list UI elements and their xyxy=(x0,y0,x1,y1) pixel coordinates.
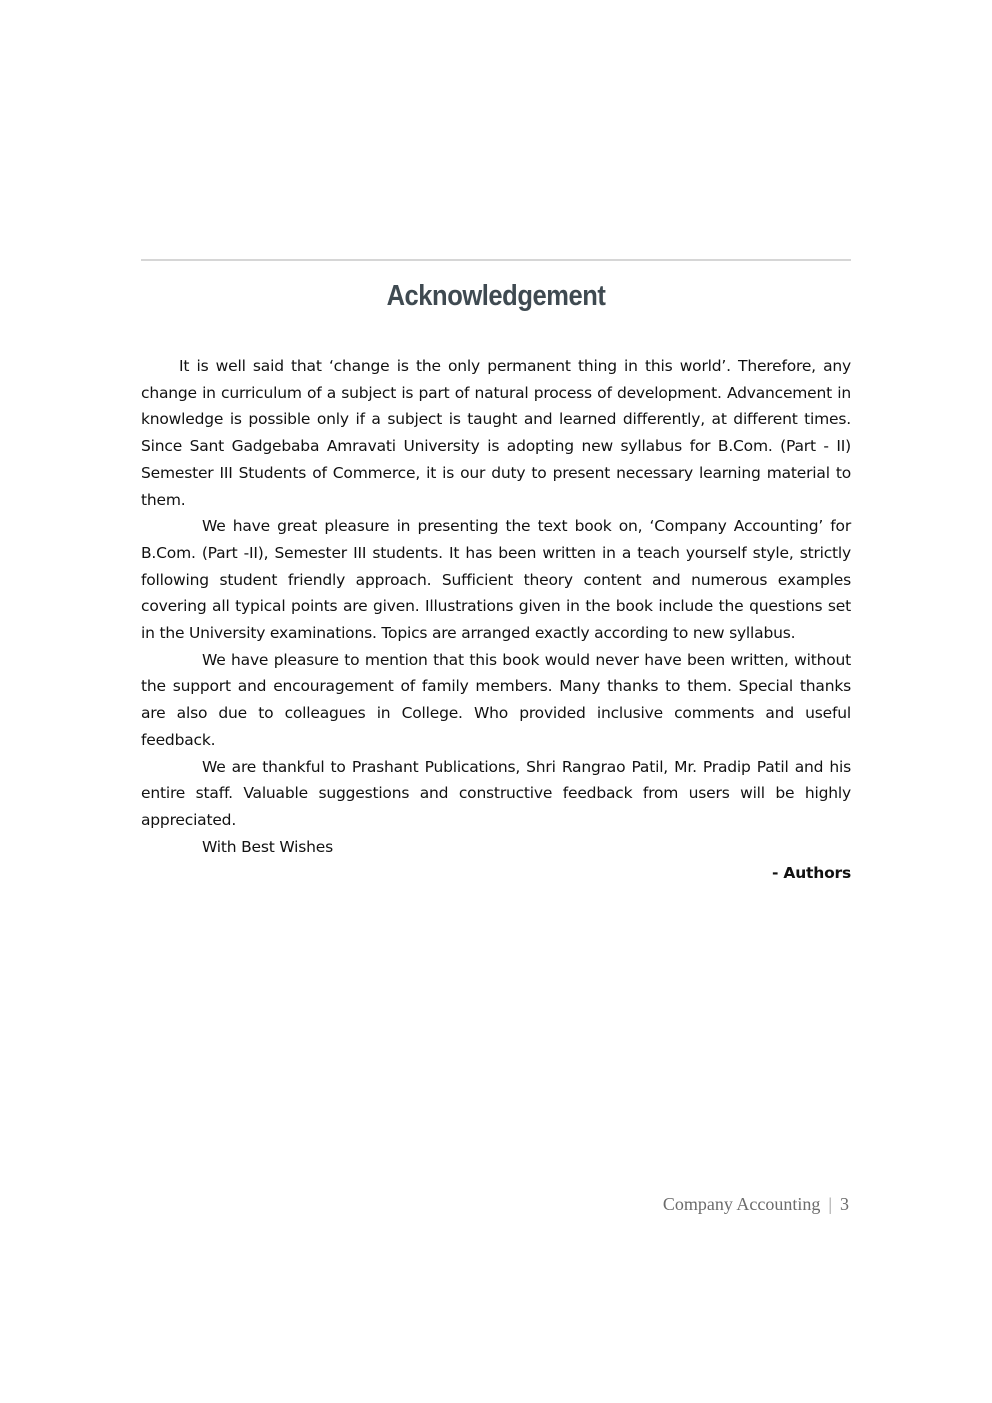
paragraph-3: We have pleasure to mention that this book would never have been written, without the support and encouragement of family members. Many thanks to them. Special thanks are also due to colleagues in College. Who provided inclusive comments and useful feedback. xyxy=(141,650,851,749)
page-title: Acknowledgement xyxy=(386,280,606,312)
paragraph-4: We are thankful to Prashant Publications, Shri Rangrao Patil, Mr. Pradip Patil and his entire staff. Valuable suggestions and constructive feedback from users will be highly appreciated. xyxy=(141,757,851,829)
header-divider xyxy=(141,259,851,261)
acknowledgement-body xyxy=(141,353,851,887)
closing-line: With Best Wishes xyxy=(202,837,333,856)
footer-separator: | xyxy=(828,1194,832,1214)
signature: - Authors xyxy=(771,864,851,883)
footer-book-title: Company Accounting xyxy=(662,1194,821,1214)
page-number: 3 xyxy=(840,1194,849,1214)
paragraph-1: It is well said that ‘change is the only permanent thing in this world’. Therefore, any change in curriculum of a subject is part of natural process of development. Advancement in knowledge is possible only if a subject is taught and learned differently, at different times. Since Sant Gadgebaba Amravati University is adopting new syllabus for B.Com. (Part - II) Semester III Students of Commerce, it is our duty to present necessary learning material to them. xyxy=(141,357,851,509)
page-footer xyxy=(663,1194,849,1215)
paragraph-2: We have great pleasure in presenting the text book on, ‘Company Accounting’ for B.Com. (Part -II), Semester III students. It has been written in a teach yourself style, strictly following student friendly approach. Sufficient theory content and numerous examples covering all typical points are given. Illustrations given in the book include the questions set in the University examinations. Topics are arranged exactly according to new syllabus. xyxy=(141,517,851,643)
